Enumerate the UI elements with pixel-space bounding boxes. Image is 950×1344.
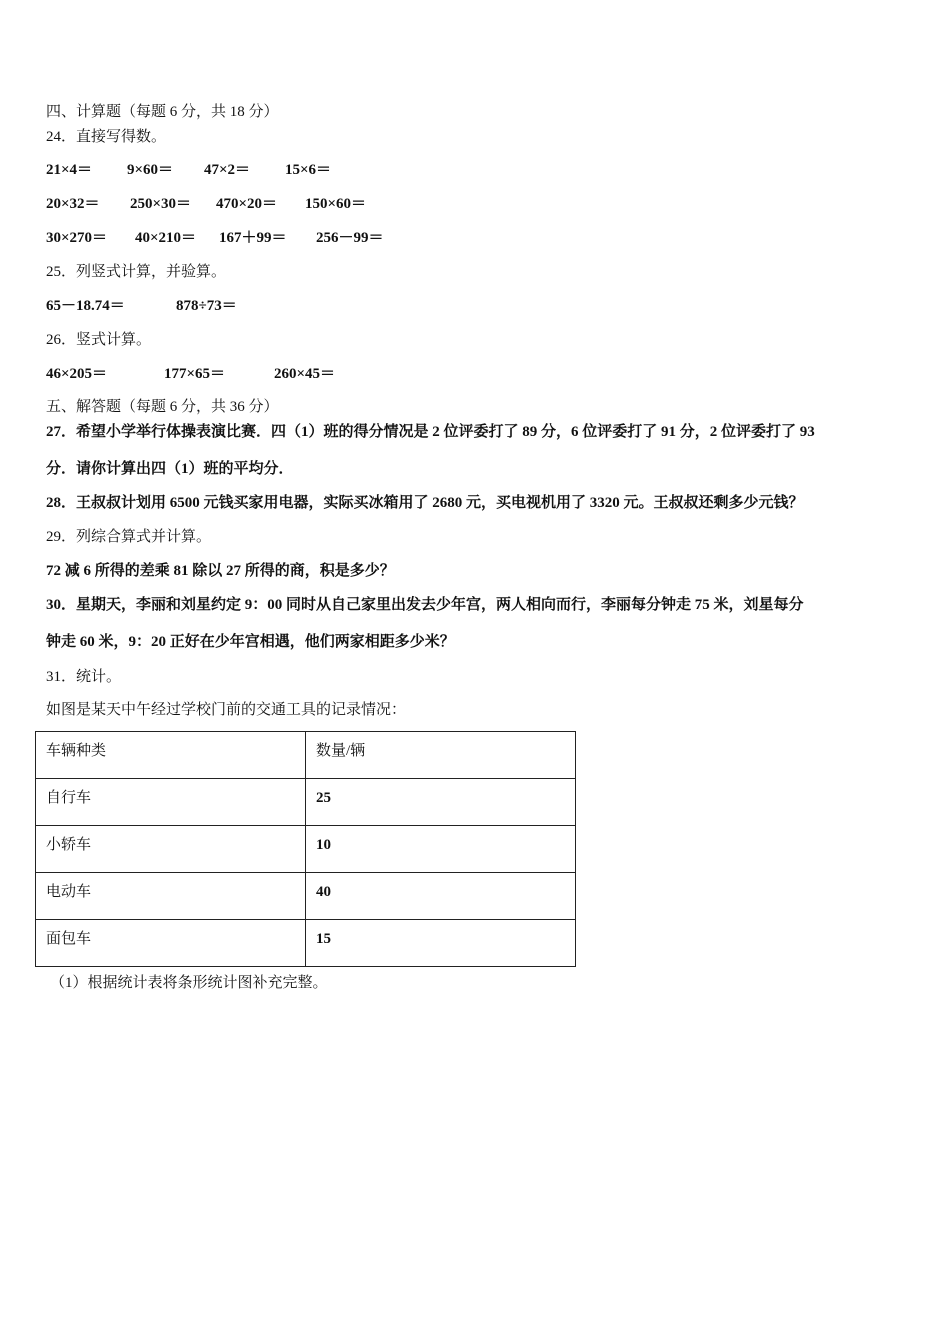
section4-heading: 四、计算题（每题 6 分，共 18 分） [46, 104, 279, 120]
q28: 28．王叔叔计划用 6500 元钱买家用电器，实际买冰箱用了 2680 元，买电视机用了 3320 元。王叔叔还剩多少元钱？ [46, 495, 804, 511]
q29-text: 72 减 6 所得的差乘 81 除以 27 所得的商，积是多少？ [46, 563, 395, 579]
q24-item: 150×60＝ [305, 196, 367, 212]
q25-item: 65－18.74＝ [46, 298, 125, 314]
section5-heading: 五、解答题（每题 6 分，共 36 分） [46, 399, 279, 415]
table-cell-type: 小轿车 [36, 826, 306, 873]
table-header-cell: 车辆种类 [36, 732, 306, 779]
table-cell-type: 自行车 [36, 779, 306, 826]
table-row [36, 779, 576, 826]
q24-row-2 [46, 194, 366, 214]
q24-item: 250×30＝ [130, 196, 192, 212]
q26-items [46, 364, 335, 384]
q26-item: 177×65＝ [164, 366, 226, 382]
q30-line1: 30．星期天，李丽和刘星约定 9：00 同时从自己家里出发去少年宫，两人相向而行，李丽每分钟走 75 米，刘星每分 [46, 597, 804, 613]
q24-item: 40×210＝ [135, 230, 197, 246]
q26-item: 46×205＝ [46, 366, 108, 382]
table-cell-count: 40 [306, 873, 576, 920]
q24-row-3 [46, 228, 384, 248]
q25-title: 25．列竖式计算，并验算。 [46, 264, 227, 280]
table-row [36, 920, 576, 967]
q25-item: 878÷73＝ [176, 298, 237, 314]
q26-title: 26．竖式计算。 [46, 332, 152, 348]
q24-item: 47×2＝ [204, 162, 251, 178]
table-cell-type: 电动车 [36, 873, 306, 920]
table-cell-count: 10 [306, 826, 576, 873]
vehicle-table [35, 731, 576, 967]
q29-title: 29．列综合算式并计算。 [46, 529, 212, 545]
q24-item: 20×32＝ [46, 196, 100, 212]
table-row [36, 826, 576, 873]
q24-item: 9×60＝ [127, 162, 174, 178]
q30-line2: 钟走 60 米，9：20 正好在少年宫相遇，他们两家相距多少米？ [46, 634, 455, 650]
q27-line2: 分．请你计算出四（1）班的平均分． [46, 461, 294, 477]
q31-title: 31．统计。 [46, 669, 122, 685]
q24-item: 470×20＝ [216, 196, 278, 212]
q24-item: 256－99＝ [316, 230, 384, 246]
q31-sub1: （1）根据统计表将条形统计图补充完整。 [50, 975, 328, 991]
q31-intro: 如图是某天中午经过学校门前的交通工具的记录情况： [46, 702, 407, 718]
q24-item: 30×270＝ [46, 230, 108, 246]
q24-title: 24．直接写得数。 [46, 129, 167, 145]
table-cell-type: 面包车 [36, 920, 306, 967]
q24-item: 167＋99＝ [219, 230, 287, 246]
q24-item: 21×4＝ [46, 162, 93, 178]
table-row [36, 873, 576, 920]
q24-row-1 [46, 160, 331, 180]
table-header-row [36, 732, 576, 779]
q24-item: 15×6＝ [285, 162, 332, 178]
table-header-cell: 数量/辆 [306, 732, 576, 779]
table-cell-count: 15 [306, 920, 576, 967]
table-cell-count: 25 [306, 779, 576, 826]
q26-item: 260×45＝ [274, 366, 336, 382]
q27-line1: 27．希望小学举行体操表演比赛．四（1）班的得分情况是 2 位评委打了 89 分，6 位评委打了 91 分，2 位评委打了 93 [46, 424, 815, 440]
q25-items [46, 296, 237, 316]
